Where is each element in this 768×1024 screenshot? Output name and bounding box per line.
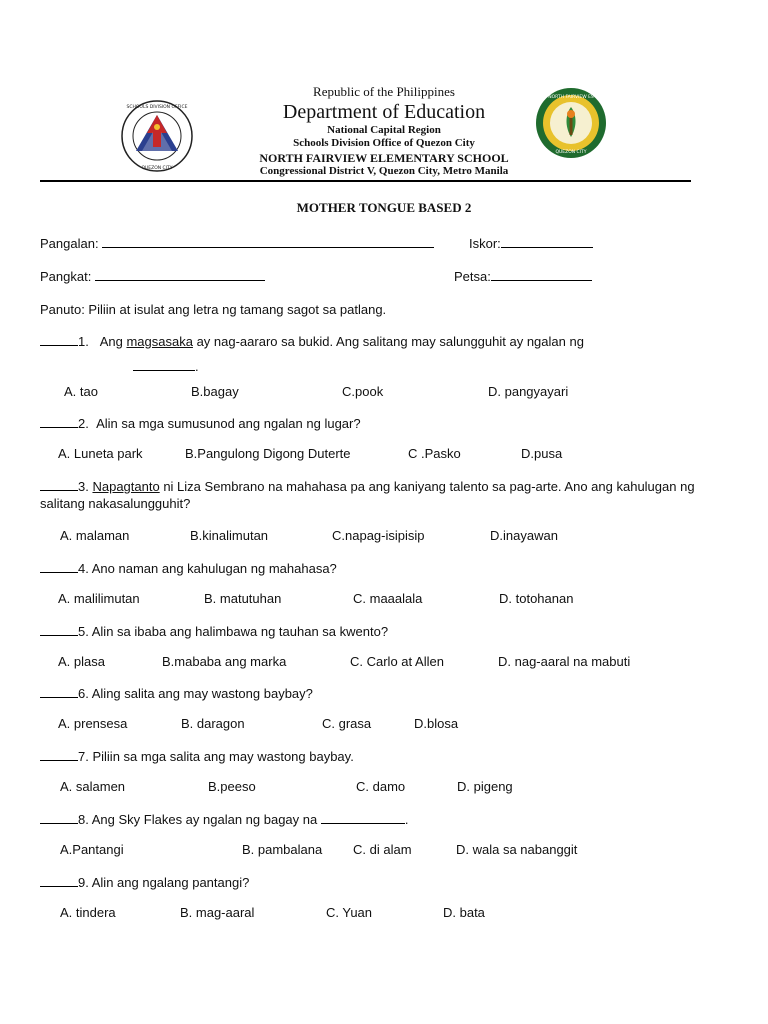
- choice[interactable]: A. malilimutan: [58, 591, 140, 606]
- section-label: Pangkat:: [40, 269, 92, 284]
- choice[interactable]: C.napag-isipisip: [332, 528, 425, 543]
- answer-blank[interactable]: [40, 811, 78, 824]
- question-2: [40, 415, 361, 431]
- choice[interactable]: B. daragon: [181, 716, 245, 731]
- score-field[interactable]: [469, 235, 593, 251]
- question-9: [40, 874, 249, 890]
- question-text: Ano naman ang kahulugan ng mahahasa?: [91, 561, 337, 576]
- choice[interactable]: C. Carlo at Allen: [350, 654, 444, 669]
- choice[interactable]: C.pook: [342, 384, 384, 399]
- department-title: Department of Education: [282, 101, 486, 123]
- choice[interactable]: B. mag-aaral: [180, 905, 255, 920]
- choice[interactable]: A. tindera: [60, 905, 116, 920]
- question-number: 9.: [78, 875, 89, 890]
- question-text: Alin sa mga sumusunod ang ngalan ng lugar?: [96, 416, 361, 431]
- svg-text:QUEZON CITY: QUEZON CITY: [555, 150, 587, 155]
- answer-blank[interactable]: [40, 478, 78, 491]
- answer-blank[interactable]: [40, 685, 78, 698]
- header-divider: [40, 180, 691, 182]
- choice[interactable]: B.kinalimutan: [190, 528, 269, 543]
- name-field[interactable]: [40, 235, 434, 251]
- choice[interactable]: C. di alam: [353, 842, 412, 857]
- choice[interactable]: B.peeso: [208, 779, 256, 794]
- question-3: [40, 478, 695, 494]
- choice[interactable]: D.blosa: [414, 716, 459, 731]
- question-number: 1.: [78, 334, 89, 349]
- choice[interactable]: A. malaman: [60, 528, 130, 543]
- question-text: Ang: [99, 334, 123, 349]
- answer-blank[interactable]: [40, 623, 78, 636]
- answer-blank[interactable]: [40, 874, 78, 887]
- test-title: MOTHER TONGUE BASED 2: [296, 200, 472, 215]
- question-1-blank[interactable]: .: [133, 358, 199, 374]
- choice[interactable]: B.Pangulong Digong Duterte: [185, 446, 351, 461]
- question-number: 8.: [78, 812, 89, 827]
- fill-blank[interactable]: [321, 811, 405, 824]
- choice[interactable]: D. pangyayari: [488, 384, 569, 399]
- choice[interactable]: D. wala sa nabanggit: [456, 842, 578, 857]
- name-blank[interactable]: [102, 235, 434, 248]
- choice[interactable]: D.pusa: [521, 446, 563, 461]
- name-label: Pangalan:: [40, 236, 99, 251]
- answer-blank[interactable]: [40, 560, 78, 573]
- question-number: 5.: [78, 624, 89, 639]
- question-number: 4.: [78, 561, 89, 576]
- question-number: 2.: [78, 416, 89, 431]
- question-7: [40, 748, 354, 764]
- date-field[interactable]: [454, 268, 592, 284]
- republic-line: Republic of the Philippines: [313, 84, 455, 99]
- choice[interactable]: A.Pantangi: [60, 842, 124, 857]
- question-6: [40, 685, 313, 701]
- region-line: National Capital Region: [327, 124, 441, 136]
- date-blank[interactable]: [491, 268, 592, 281]
- question-text: ay nag-aararo sa bukid. Ang salitang may salungguhit ay ngalan ng: [196, 334, 584, 349]
- choice[interactable]: A. plasa: [58, 654, 105, 669]
- question-5: [40, 623, 388, 639]
- district-line: Congressional District V, Quezon City, Metro Manila: [259, 165, 509, 177]
- question-8: 8. Ang Sky Flakes ay ngalan ng bagay na .: [40, 811, 408, 827]
- choice[interactable]: D. pigeng: [457, 779, 513, 794]
- question-text: Alin ang ngalang pantangi?: [91, 875, 250, 890]
- answer-blank[interactable]: [40, 333, 78, 346]
- section-field[interactable]: [40, 268, 265, 284]
- underlined-word: magsasaka: [126, 334, 193, 349]
- choice[interactable]: B.bagay: [191, 384, 239, 399]
- question-3-line-2: salitang nakasalungguhit?: [40, 496, 191, 511]
- svg-text:SCHOOLS DIVISION OFFICE: SCHOOLS DIVISION OFFICE: [126, 105, 188, 110]
- question-1: [40, 333, 584, 349]
- choice[interactable]: C .Pasko: [408, 446, 461, 461]
- instructions: Panuto: Piliin at isulat ang letra ng tamang sagot sa patlang.: [40, 302, 387, 317]
- score-label: Iskor:: [469, 236, 501, 251]
- choice[interactable]: B. pambalana: [242, 842, 323, 857]
- choice[interactable]: A. salamen: [60, 779, 126, 794]
- answer-blank[interactable]: [40, 415, 78, 428]
- choice[interactable]: A. prensesa: [58, 716, 128, 731]
- answer-blank[interactable]: [40, 748, 78, 761]
- choice[interactable]: D. bata: [443, 905, 485, 920]
- question-text: ni Liza Sembrano na mahahasa pa ang kaniyang talento sa pag-arte. Ano ang kahulugan ng: [163, 479, 695, 494]
- choice[interactable]: C. Yuan: [326, 905, 373, 920]
- question-4: [40, 560, 337, 576]
- choice[interactable]: D. nag-aaral na mabuti: [498, 654, 631, 669]
- choice[interactable]: D.inayawan: [490, 528, 558, 543]
- choice[interactable]: D. totohanan: [499, 591, 574, 606]
- question-text: Ang Sky Flakes ay ngalan ng bagay na: [91, 812, 318, 827]
- underlined-word: Napagtanto: [92, 479, 160, 494]
- question-number: 6.: [78, 686, 89, 701]
- question-text: Aling salita ang may wastong baybay?: [91, 686, 313, 701]
- section-blank[interactable]: [95, 268, 265, 281]
- choice[interactable]: A. Luneta park: [58, 446, 143, 461]
- svg-text:NORTH FAIRVIEW ES: NORTH FAIRVIEW ES: [548, 95, 594, 100]
- svg-text:QUEZON CITY: QUEZON CITY: [141, 166, 173, 171]
- question-text: Alin sa ibaba ang halimbawa ng tauhan sa kwento?: [91, 624, 389, 639]
- date-label: Petsa:: [454, 269, 491, 284]
- choice[interactable]: C. grasa: [322, 716, 372, 731]
- choice[interactable]: B.mababa ang marka: [162, 654, 287, 669]
- division-line: Schools Division Office of Quezon City: [293, 137, 475, 149]
- choice[interactable]: B. matutuhan: [204, 591, 282, 606]
- fill-blank[interactable]: [133, 358, 195, 371]
- question-number: 3.: [78, 479, 89, 494]
- question-text: Piliin sa mga salita ang may wastong baybay.: [92, 749, 354, 764]
- school-name: NORTH FAIRVIEW ELEMENTARY SCHOOL: [259, 151, 509, 165]
- choice[interactable]: C. maaalala: [353, 591, 423, 606]
- choice[interactable]: C. damo: [356, 779, 406, 794]
- score-blank[interactable]: [501, 235, 593, 248]
- question-number: 7.: [78, 749, 89, 764]
- choice[interactable]: A. tao: [64, 384, 98, 399]
